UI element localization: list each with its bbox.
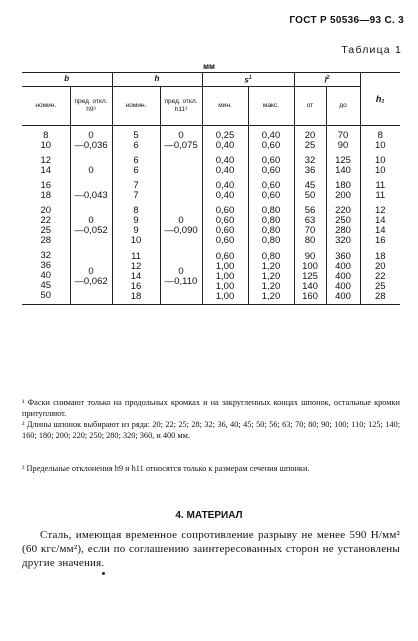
cell-l-from: 32 36 [294, 151, 326, 176]
page-header: ГОСТ Р 50536—93 С. 3 [289, 15, 404, 26]
cell-b-dev: 0 —0,062 [70, 246, 112, 305]
cell-h-dev: 0 —0,110 [160, 246, 202, 305]
cell-l-to: 70 90 [326, 125, 360, 151]
col-l-from: от [294, 86, 326, 125]
cell-b: 20 22 25 28 [40, 204, 52, 246]
material-paragraph: Сталь, имеющая временное сопротивление разрыву не менее 590 Н/мм² (60 кгс/мм²), если по соглашению заинтересованных сторон не установлены другие значения. [22, 529, 400, 569]
cell-s-max: 0,60 0,60 [248, 176, 294, 201]
cell-l-from: 90 100 125 140 160 [294, 246, 326, 305]
cell-b: 8 10 [40, 129, 52, 151]
cell-s-min: 0,40 0,40 [202, 176, 248, 201]
col-b-nominal: номин. [22, 86, 70, 125]
unit-label: мм [203, 62, 215, 71]
col-h-deviation: пред. откл. h11³ [160, 86, 202, 125]
cell-b: 32 36 40 45 50 [22, 246, 70, 305]
table-label: Таблица 1 [341, 44, 402, 56]
col-group-l: $l^2$ [294, 73, 360, 87]
cell-b-dev: —0,043 [70, 176, 112, 201]
cell-l-to: 125 140 [326, 151, 360, 176]
col-b-deviation: пред. откл. h9³ [70, 86, 112, 125]
cell-h-dev: 0 —0,090 [160, 201, 202, 246]
cell-l-to: 360 400 400 400 400 [326, 246, 360, 305]
cell-h1: 12 14 14 16 [360, 201, 400, 246]
table-row [22, 151, 400, 176]
col-group-b: b [22, 73, 112, 87]
section-title: 4. МАТЕРИАЛ [175, 510, 243, 521]
col-h-nominal: номин. [112, 86, 160, 125]
cell-h1: 10 10 [360, 151, 400, 176]
cell-h-dev: 0 —0,075 [160, 125, 202, 151]
cell-l-to: 220 250 280 320 [326, 201, 360, 246]
cell-l-from: 20 25 [294, 125, 326, 151]
cell-h: 11 12 14 16 18 [112, 246, 160, 305]
cell-b: 12 14 [40, 154, 52, 176]
cell-l-from: 56 63 70 80 [294, 201, 326, 246]
cell-h1: 11 11 [360, 176, 400, 201]
cell-s-min: 0,25 0,40 [202, 125, 248, 151]
cell-s-max: 0,80 0,80 0,80 0,80 [248, 201, 294, 246]
cell-s-min: 0,60 0,60 0,60 0,60 [202, 201, 248, 246]
col-s-min: мин. [202, 86, 248, 125]
cell-s-min: 0,60 1,00 1,00 1,00 1,00 [202, 246, 248, 305]
cell-h-dev [160, 151, 202, 176]
col-s-max: макс. [248, 86, 294, 125]
col-group-h: h [112, 73, 202, 87]
footnote-1: ¹ Фаски снимают только на продольных кромках и на закругленных концах шпонок, остальные кромки притупляют. [22, 398, 400, 418]
cell-l-to: 180 200 [326, 176, 360, 201]
print-dot [102, 572, 105, 575]
cell-s-min: 0,40 0,40 [202, 151, 248, 176]
cell-b-dev: 0 [70, 151, 112, 176]
table-row [22, 176, 400, 201]
cell-h: 6 6 [112, 151, 160, 176]
footnote-3: ³ Предельные отклонения h9 и h11 относятся только к размерам сечения шпонки. [22, 464, 310, 473]
col-h1: h₁ [360, 73, 400, 126]
col-group-s: $s^1$ [202, 73, 294, 87]
cell-s-max: 0,80 1,20 1,20 1,20 1,20 [248, 246, 294, 305]
cell-h-dev [160, 176, 202, 201]
key-dimensions-table [22, 72, 400, 305]
cell-h: 7 7 [112, 176, 160, 201]
col-l-to: до [326, 86, 360, 125]
footnote-2: ² Длины шпонок выбирают из ряда: 20; 22; 25; 28; 32; 36, 40; 45; 50; 56; 63; 70; 80; 90; 100; 110; 125; 140; 160; 180; 200; 220; 250; 280; 320; 360, и 400 мм. [22, 420, 400, 440]
cell-h1: 18 20 22 25 28 [360, 246, 400, 305]
cell-b-dev: 0 —0,036 [70, 125, 112, 151]
table-row [22, 125, 400, 151]
cell-b: 16 18 [40, 179, 52, 201]
cell-b-dev: 0 —0,052 [70, 201, 112, 246]
cell-s-max: 0,60 0,60 [248, 151, 294, 176]
table-row [22, 201, 400, 246]
cell-s-max: 0,40 0,60 [248, 125, 294, 151]
cell-l-from: 45 50 [294, 176, 326, 201]
table-row [22, 246, 400, 305]
cell-h1: 8 10 [360, 125, 400, 151]
cell-h: 8 9 9 10 [112, 201, 160, 246]
cell-h: 5 6 [112, 125, 160, 151]
